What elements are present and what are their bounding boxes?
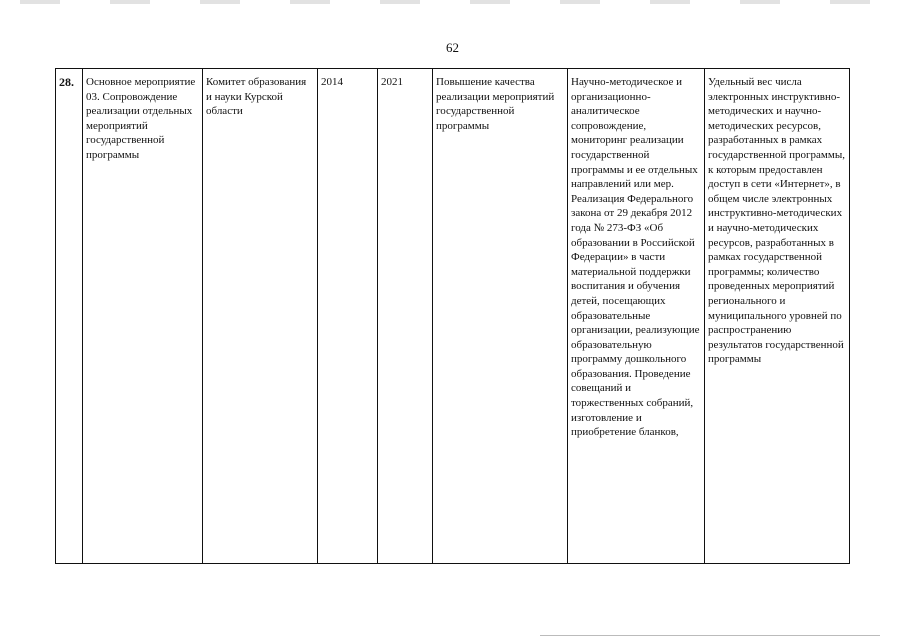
page-number: 62 bbox=[446, 40, 459, 55]
row-number: 28. bbox=[56, 69, 83, 564]
executor-cell: Комитет образования и науки Курской области bbox=[203, 69, 318, 564]
start-year-cell: 2014 bbox=[318, 69, 378, 564]
activity-cell: Основное мероприятие 03. Сопровождение реализации отдельных мероприятий государственной программы bbox=[83, 69, 203, 564]
program-table bbox=[55, 68, 850, 564]
scan-line bbox=[540, 635, 880, 636]
end-year-cell: 2021 bbox=[378, 69, 433, 564]
table-row bbox=[56, 69, 850, 564]
expected-result-cell: Повышение качества реализации мероприятий государственной программы bbox=[433, 69, 568, 564]
scan-artifact bbox=[0, 0, 905, 4]
content-cell: Научно-методическое и организационно-аналитическое сопровождение, мониторинг реализации государственной программы и ее отдельных направлений или мер. Реализация Федерального закона от 29 декабря 2012 года № 273-ФЗ «Об образовании в Российской Федерации» в части материальной поддержки воспитания и обучения детей, посещающих образовательные организации, реализующие образовательную программу дошкольного образования. Проведение совещаний и торжественных собраний, изготовление и приобретение бланков, bbox=[568, 69, 705, 564]
indicators-cell: Удельный вес числа электронных инструктивно-методических и научно-методических ресурсов, разработанных в рамках государственной программы, к которым предоставлен доступ в сети «Интернет», в общем числе электронных инструктивно-методических и научно-методических ресурсов, разработанных в рамках государственной программы; количество проведенных мероприятий регионального и муниципального уровней по распространению результатов государственной программы bbox=[705, 69, 850, 564]
